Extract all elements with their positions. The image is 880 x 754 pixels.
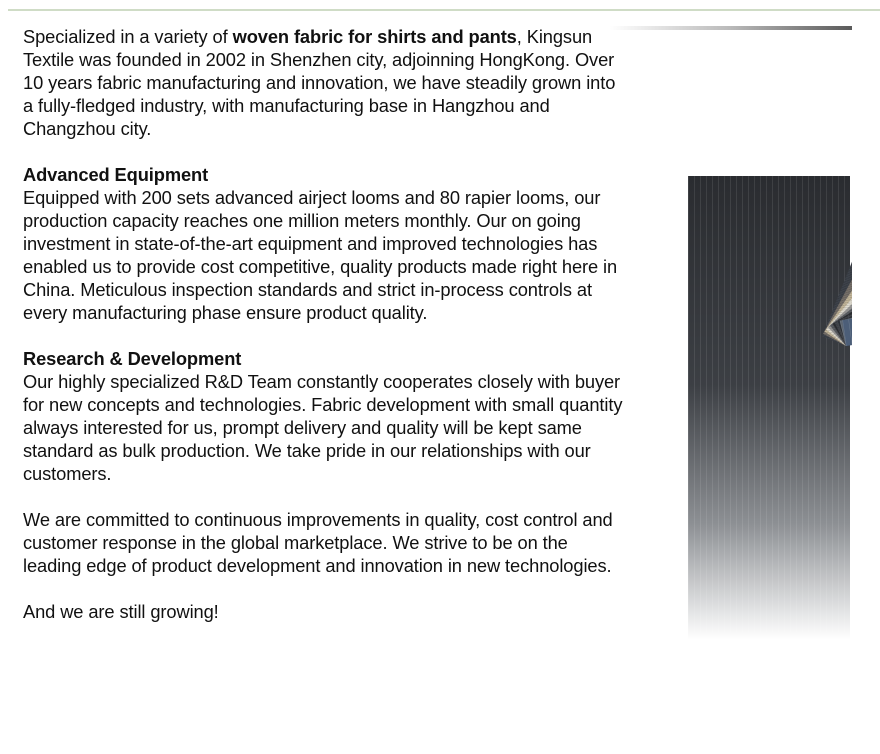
fabric-swatch-fan-image: [610, 26, 852, 640]
equipment-text: Equipped with 200 sets advanced airject looms and 80 rapier looms, our production capacity reaches one million meters monthly. Our on going investment in state-of-the-art equipment and improved technologies has enabled us to provide cost competitive, quality products made right here in China. Meticulous inspection standards and strict in-process controls at every manufacturing phase ensure product quality.: [23, 187, 618, 323]
intro-emphasis: woven fabric for shirts and pants: [232, 26, 517, 47]
research-text: Our highly specialized R&D Team constantly cooperates closely with buyer for new concepts and technologies. Fabric development with small quantity always interested for us, prompt delivery and quality will be kept same standard as bulk production. We take pride in our relationships with our customers.: [23, 371, 623, 484]
commitment-paragraph: We are committed to continuous improvements in quality, cost control and customer response in the global marketplace. We strive to be on the leading edge of product development and innovation in new technologies.: [23, 509, 613, 576]
closing-paragraph: And we are still growing!: [23, 601, 219, 622]
top-divider: [8, 9, 880, 11]
research-heading: Research & Development: [23, 348, 242, 369]
research-section: [23, 347, 623, 485]
intro-text-end: , Kingsun Textile was founded in 2002 in Shenzhen city, adjoinning HongKong. Over 10 years fabric manufacturing and innovation, we have steadily grown into a fully-fledged industry, with manufacturing base in Hangzhou and Changzhou city.: [23, 26, 616, 139]
intro-paragraph: [23, 25, 623, 140]
intro-text-start: Specialized in a variety of: [23, 26, 233, 47]
equipment-heading: Advanced Equipment: [23, 164, 209, 185]
about-content: [23, 25, 623, 646]
equipment-section: [23, 163, 623, 324]
